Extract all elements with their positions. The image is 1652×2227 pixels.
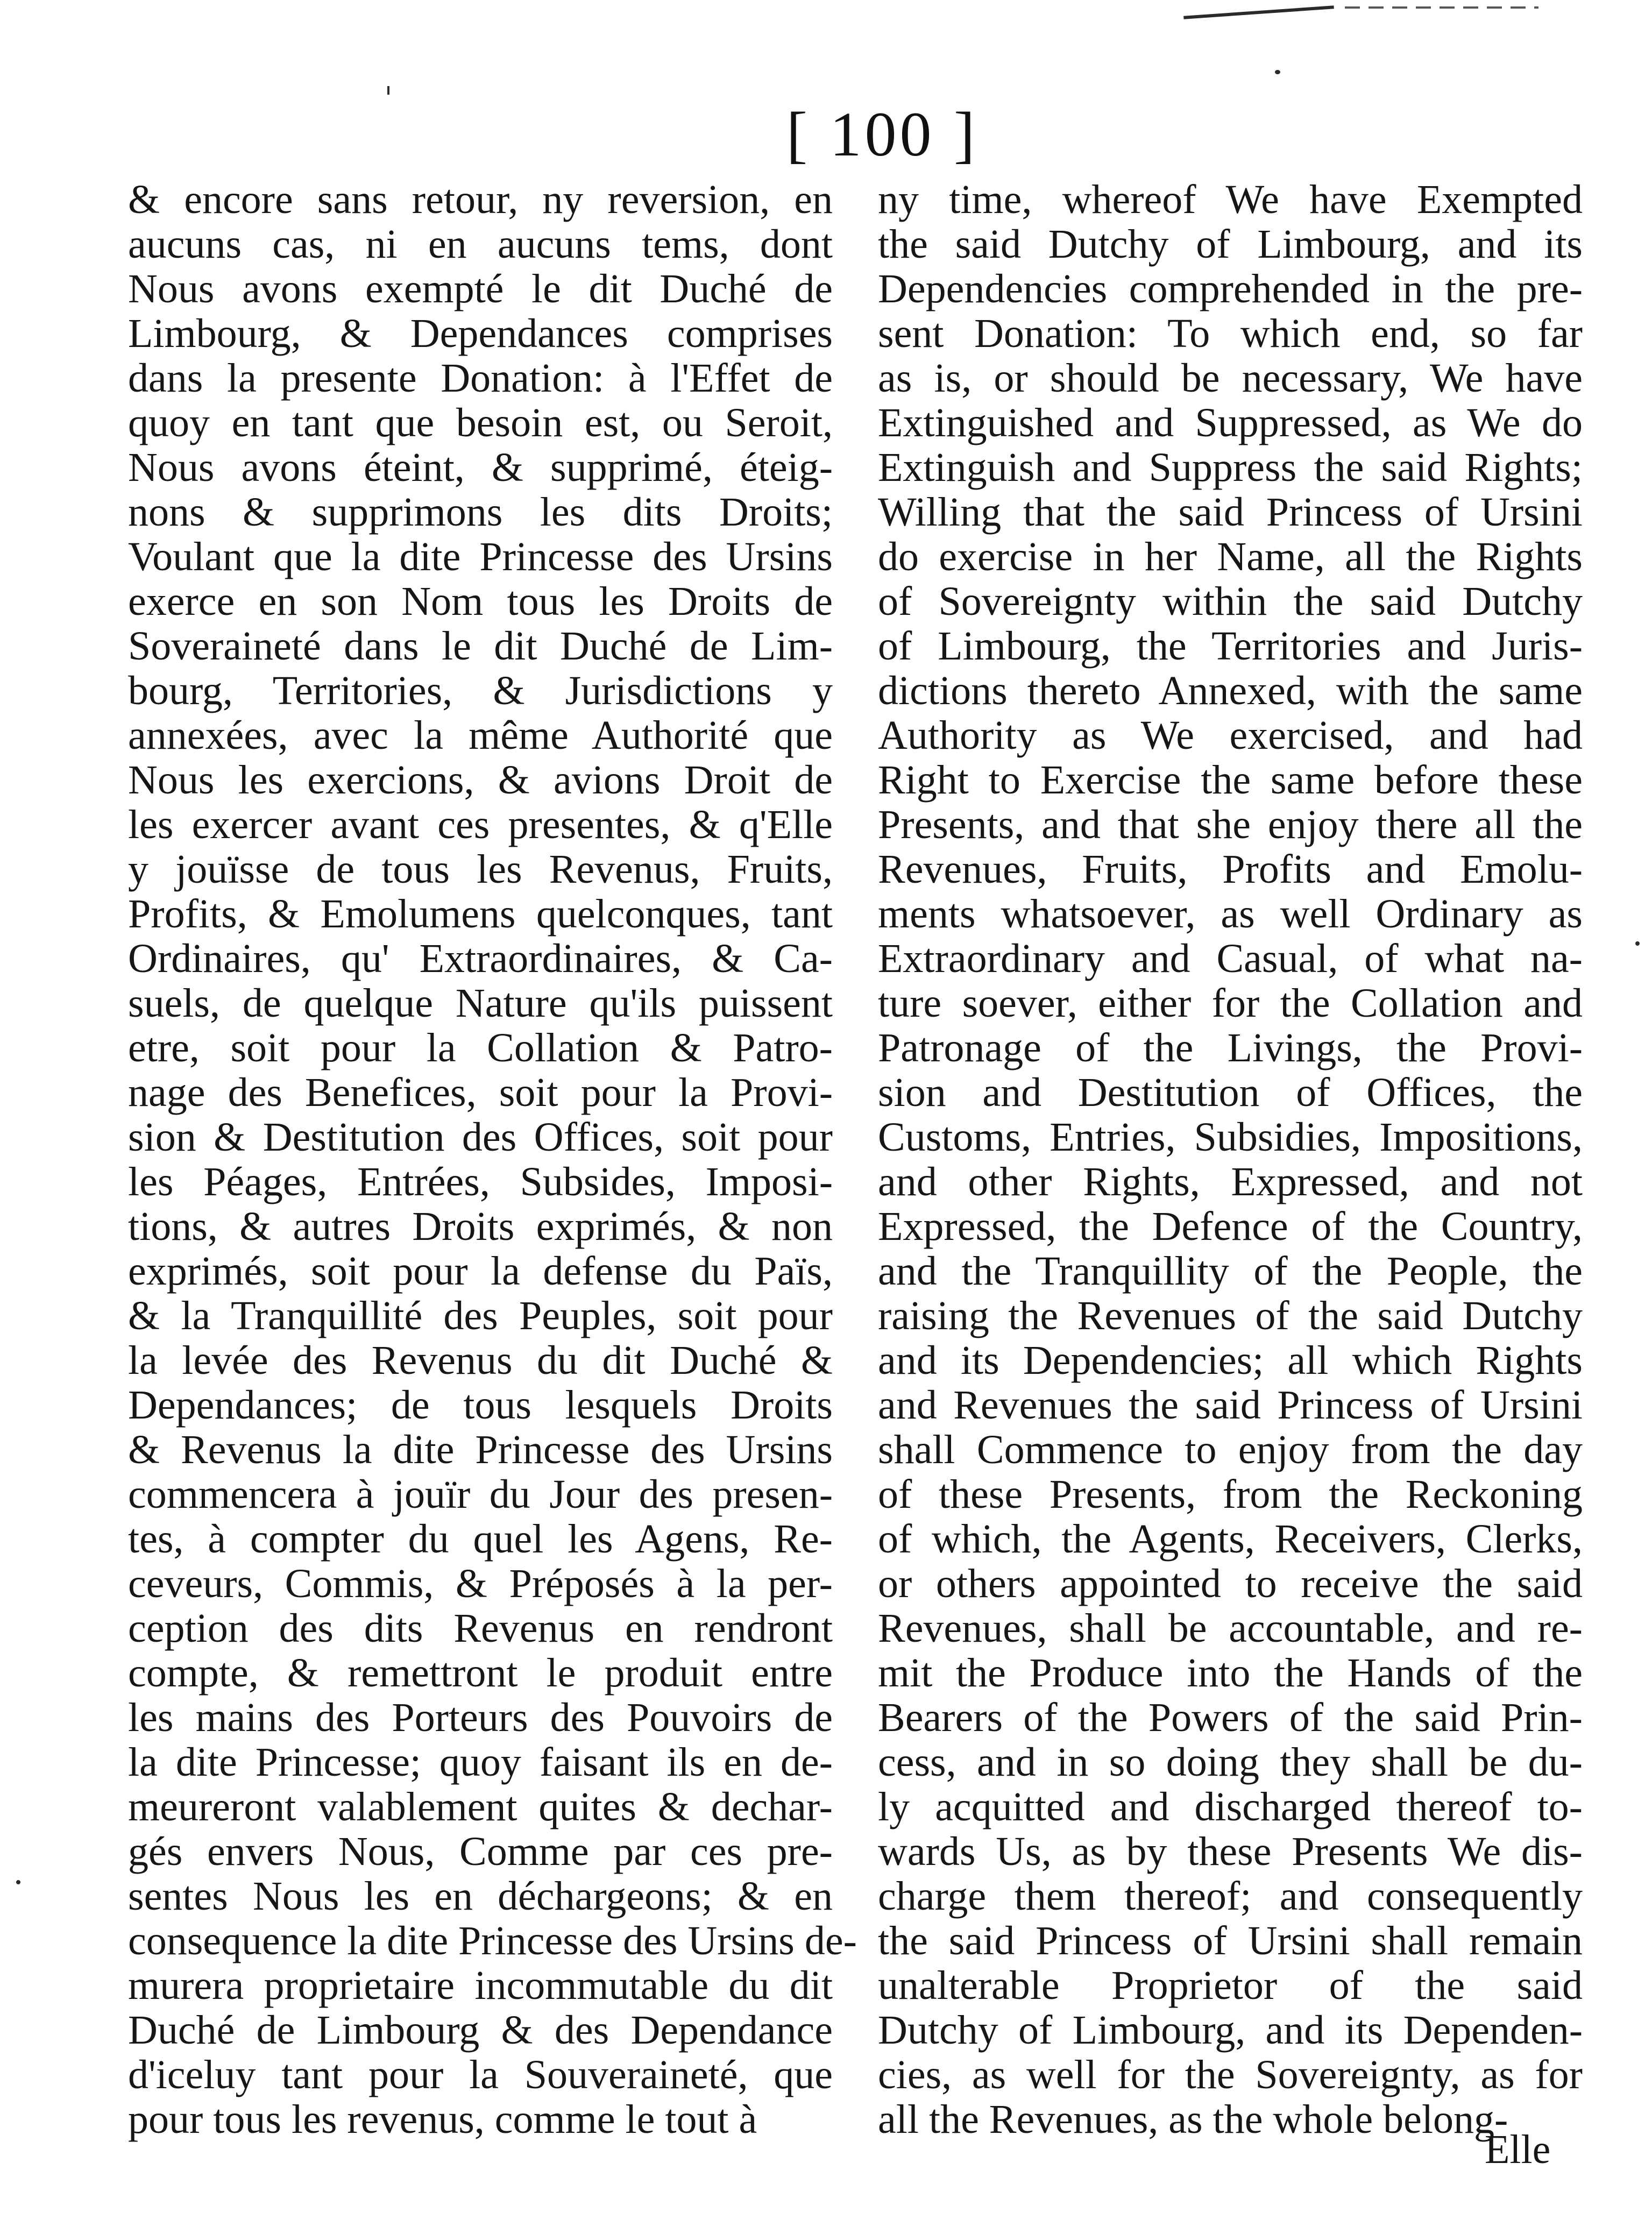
text-line: and the Tranquillity of the People, the — [878, 1249, 1583, 1294]
text-line: meureront valablement quites & dechar- — [128, 1784, 833, 1829]
text-line: shall Commence to enjoy from the day — [878, 1427, 1583, 1472]
text-line: tes, à compter du quel les Agens, Re- — [128, 1516, 833, 1562]
text-line: of Sovereignty within the said Dutchy — [878, 579, 1583, 624]
text-line: the said Dutchy of Limbourg, and its — [878, 222, 1583, 267]
text-line: Dependances; de tous lesquels Droits — [128, 1382, 833, 1428]
text-line: Ordinaires, qu' Extraordinaires, & Ca- — [128, 936, 833, 981]
text-line: sion and Destitution of Offices, the — [878, 1070, 1583, 1115]
text-line: & la Tranquillité des Peuples, soit pour — [128, 1293, 833, 1338]
text-line: raising the Revenues of the said Dutchy — [878, 1293, 1583, 1338]
text-line: and Revenues the said Princess of Ursini — [878, 1382, 1583, 1428]
text-line: Dependencies comprehended in the pre- — [878, 266, 1583, 311]
text-line: Nous avons exempté le dit Duché de — [128, 266, 833, 311]
text-line: pour tous les revenus, comme le tout à — [128, 2097, 757, 2142]
text-line: dans la presente Donation: à l'Effet de — [128, 356, 833, 401]
text-line: Extinguished and Suppressed, as We do — [878, 400, 1583, 445]
french-text-column — [128, 177, 857, 2142]
text-line: y jouïsse de tous les Revenus, Fruits, — [128, 847, 833, 892]
text-line: cies, as well for the Sovereignty, as for — [878, 2052, 1583, 2097]
text-line: sentes Nous les en déchargeons; & en — [128, 1874, 833, 1919]
scan-artifact-mark — [387, 86, 389, 95]
text-line: as is, or should be necessary, We have — [878, 356, 1583, 401]
text-line: nons & supprimons les dits Droits; — [128, 490, 833, 535]
text-line: commencera à jouïr du Jour des presen- — [128, 1472, 833, 1517]
text-line: sion & Destitution des Offices, soit pour — [128, 1115, 833, 1160]
text-line: consequence la dite Princesse des Ursins de- — [128, 1918, 857, 1963]
text-line: Bearers of the Powers of the said Prin- — [878, 1695, 1583, 1740]
text-line: murera proprietaire incommutable du dit — [128, 1963, 833, 2008]
text-line: Duché de Limbourg & des Dependance — [128, 2008, 833, 2053]
text-line: sent Donation: To which end, so far — [878, 311, 1583, 356]
text-line: Right to Exercise the same before these — [878, 757, 1583, 803]
text-line: Expressed, the Defence of the Country, — [878, 1204, 1583, 1249]
text-line: Revenues, Fruits, Profits and Emolu- — [878, 847, 1583, 892]
text-line: aucuns cas, ni en aucuns tems, dont — [128, 222, 833, 267]
text-line: mit the Produce into the Hands of the — [878, 1650, 1583, 1696]
text-line: and other Rights, Expressed, and not — [878, 1159, 1583, 1204]
text-line: la levée des Revenus du dit Duché & — [128, 1338, 833, 1383]
text-line: Soveraineté dans le dit Duché de Lim- — [128, 623, 833, 669]
text-line: of Limbourg, the Territories and Juris- — [878, 623, 1583, 669]
text-line: Extraordinary and Casual, of what na- — [878, 936, 1583, 981]
text-line: charge them thereof; and consequently — [878, 1874, 1583, 1919]
text-line: ception des dits Revenus en rendront — [128, 1606, 833, 1651]
text-line: Nous avons éteint, & supprimé, éteig- — [128, 445, 833, 490]
text-line: of these Presents, from the Reckoning — [878, 1472, 1583, 1517]
text-line: & Revenus la dite Princesse des Ursins — [128, 1427, 833, 1472]
text-line: bourg, Territories, & Jurisdictions y — [128, 668, 833, 713]
text-line: les Péages, Entrées, Subsides, Imposi- — [128, 1159, 833, 1204]
text-line: Presents, and that she enjoy there all the — [878, 802, 1583, 847]
text-line: dictions thereto Annexed, with the same — [878, 668, 1583, 713]
text-line: exerce en son Nom tous les Droits de — [128, 579, 833, 624]
text-line: les mains des Porteurs des Pouvoirs de — [128, 1695, 833, 1740]
text-line: or others appointed to receive the said — [878, 1561, 1583, 1606]
text-line: Customs, Entries, Subsidies, Impositions, — [878, 1115, 1583, 1160]
text-line: and its Dependencies; all which Rights — [878, 1338, 1583, 1383]
text-line: quoy en tant que besoin est, ou Seroit, — [128, 400, 833, 445]
text-line: les exercer avant ces presentes, & q'Elle — [128, 802, 833, 847]
text-line: unalterable Proprietor of the said — [878, 1963, 1583, 2008]
text-line: Limbourg, & Dependances comprises — [128, 311, 833, 356]
text-line: & encore sans retour, ny reversion, en — [128, 177, 833, 222]
text-line: la dite Princesse; quoy faisant ils en de- — [128, 1740, 833, 1785]
english-text-column — [878, 178, 1583, 2142]
text-line: compte, & remettront le produit entre — [128, 1650, 833, 1696]
text-line: Revenues, shall be accountable, and re- — [878, 1606, 1583, 1651]
text-line: suels, de quelque Nature qu'ils puissent — [128, 981, 833, 1026]
scan-artifact-mark — [1183, 5, 1334, 19]
text-line: ture soever, either for the Collation and — [878, 981, 1583, 1026]
text-line: Patronage of the Livings, the Provi- — [878, 1025, 1583, 1070]
catchword: Elle — [1485, 2127, 1551, 2172]
text-line: cess, and in so doing they shall be du- — [878, 1740, 1583, 1785]
scan-artifact-mark — [1635, 941, 1640, 946]
text-line: all the Revenues, as the whole belong- — [878, 2097, 1508, 2142]
text-line: Voulant que la dite Princesse des Ursins — [128, 534, 833, 579]
text-line: tions, & autres Droits exprimés, & non — [128, 1204, 833, 1249]
text-line: etre, soit pour la Collation & Patro- — [128, 1025, 833, 1070]
text-line: exprimés, soit pour la defense du Païs, — [128, 1249, 833, 1294]
text-line: do exercise in her Name, all the Rights — [878, 534, 1583, 579]
text-line: the said Princess of Ursini shall remain — [878, 1918, 1583, 1963]
text-line: Extinguish and Suppress the said Rights; — [878, 445, 1583, 490]
text-line: Authority as We exercised, and had — [878, 713, 1583, 758]
text-line: wards Us, as by these Presents We dis- — [878, 1829, 1583, 1874]
text-line: nage des Benefices, soit pour la Provi- — [128, 1070, 833, 1115]
scan-artifact-mark — [1345, 6, 1538, 9]
scan-artifact-mark — [1275, 70, 1280, 74]
text-line: annexées, avec la même Authorité que — [128, 713, 833, 758]
text-line: Nous les exercions, & avions Droit de — [128, 757, 833, 803]
text-line: ceveurs, Commis, & Préposés à la per- — [128, 1561, 833, 1606]
text-line: d'iceluy tant pour la Souveraineté, que — [128, 2052, 833, 2097]
text-line: Dutchy of Limbourg, and its Dependen- — [878, 2008, 1583, 2053]
text-line: ly acquitted and discharged thereof to- — [878, 1784, 1583, 1829]
text-line: Willing that the said Princess of Ursini — [878, 490, 1583, 535]
text-line: ments whatsoever, as well Ordinary as — [878, 891, 1583, 937]
page-number: [ 100 ] — [786, 99, 979, 169]
scan-artifact-mark — [16, 1880, 20, 1884]
text-line: of which, the Agents, Receivers, Clerks, — [878, 1516, 1583, 1562]
text-line: gés envers Nous, Comme par ces pre- — [128, 1829, 833, 1874]
text-line: Profits, & Emolumens quelconques, tant — [128, 891, 833, 937]
text-line: ny time, whereof We have Exempted — [878, 177, 1583, 222]
